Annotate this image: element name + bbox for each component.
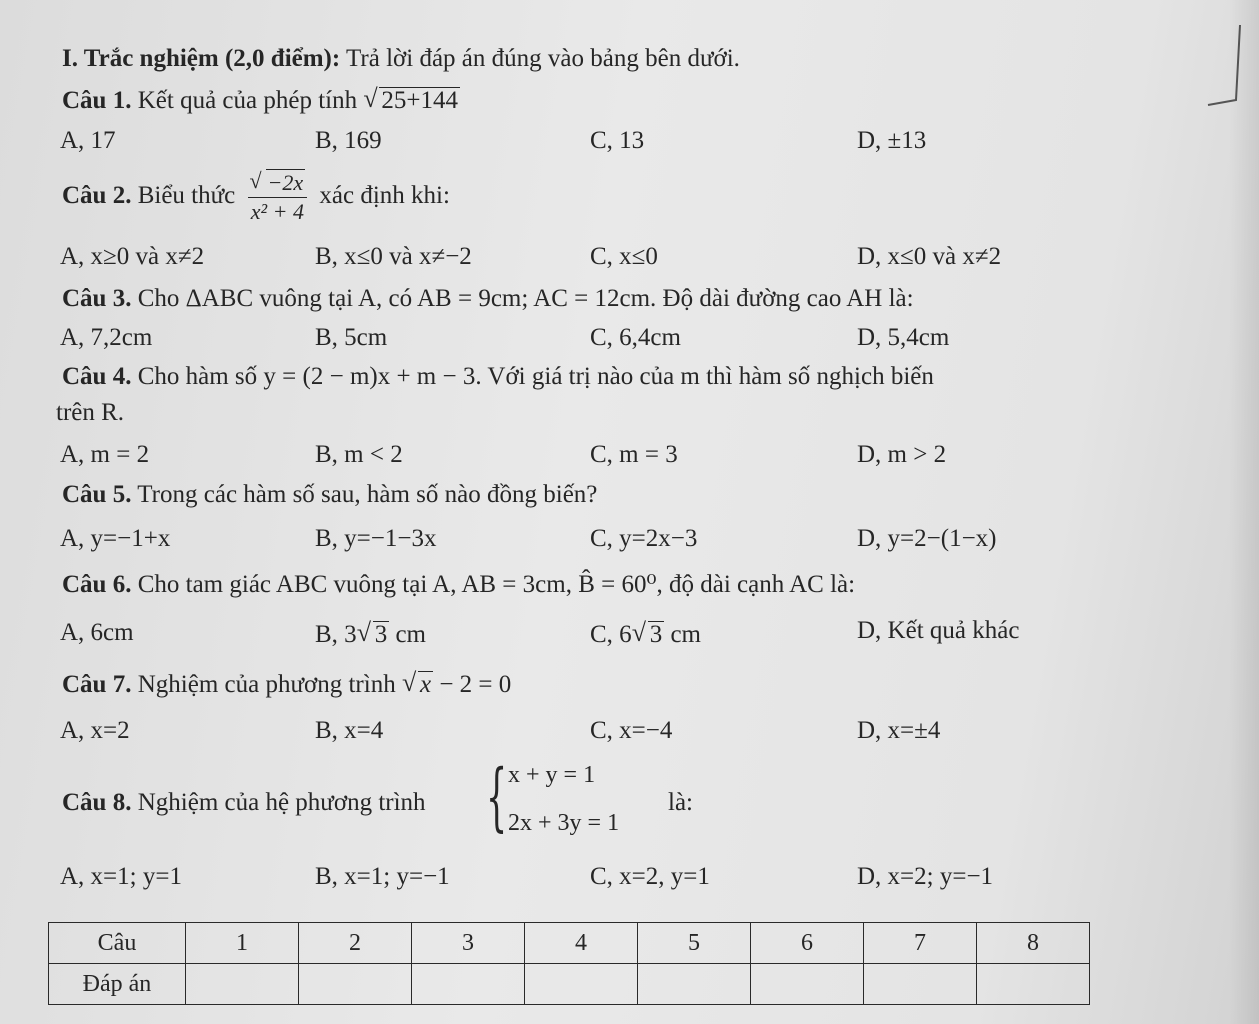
q6-option-a: A, 6cm [60, 619, 134, 646]
section-instruction: Trả lời đáp án đúng vào bảng bên dưới. [346, 45, 740, 72]
q4-option-d: D, m > 2 [857, 441, 947, 468]
section-title: I. Trắc nghiệm (2,0 điểm): [62, 45, 341, 72]
question-text: Nghiệm của hệ phương trình [137, 789, 426, 816]
question-label: Câu 2. [62, 182, 132, 209]
q1-option-c: C, 13 [590, 127, 645, 154]
q3-option-c: C, 6,4cm [590, 324, 681, 351]
q1-option-d: D, ±13 [857, 127, 927, 154]
q3-option-a: A, 7,2cm [60, 324, 153, 351]
page-edge-shadow [1229, 0, 1259, 1024]
q1-option-a: A, 17 [60, 127, 116, 154]
question-4-continued: trên R. [56, 399, 125, 426]
question-text: Kết quả của phép tính [137, 87, 358, 114]
q6-option-b: B, 3 √ 3 cm [315, 618, 426, 648]
q5-option-d: D, y=2−(1−x) [857, 525, 997, 552]
question-text: Cho tam giác ABC vuông tại A, AB = 3cm, B̂ = 60⁰, độ dài cạnh AC là: [137, 571, 856, 598]
question-1 [62, 86, 460, 116]
column-header: 5 [638, 923, 751, 964]
question-2 [62, 166, 450, 226]
q2-option-a: A, x≥0 và x≠2 [60, 243, 205, 270]
question-label: Câu 8. [62, 789, 132, 816]
system-brace: { [486, 754, 508, 840]
q4-option-c: C, m = 3 [590, 441, 678, 468]
column-header: 4 [525, 923, 638, 964]
answer-cell[interactable] [525, 964, 638, 1005]
q6-option-d: D, Kết quả khác [857, 617, 1020, 644]
column-header: 1 [186, 923, 299, 964]
q3-option-b: B, 5cm [315, 324, 388, 351]
question-label: Câu 4. [62, 363, 132, 390]
answer-cell[interactable] [751, 964, 864, 1005]
q7-option-c: C, x=−4 [590, 717, 673, 744]
answer-cell[interactable] [638, 964, 751, 1005]
q3-option-d: D, 5,4cm [857, 324, 950, 351]
row-header-cau: Câu [49, 923, 186, 964]
question-4 [62, 362, 934, 392]
q2-option-c: C, x≤0 [590, 243, 658, 270]
table-row-answers [49, 964, 1090, 1005]
q1-option-b: B, 169 [315, 127, 382, 154]
table-row-questions [49, 923, 1090, 964]
column-header: 2 [299, 923, 412, 964]
q8-option-a: A, x=1; y=1 [60, 863, 182, 890]
q8-option-d: D, x=2; y=−1 [857, 863, 994, 890]
question-text: Biểu thức [137, 182, 236, 209]
q2-option-b: B, x≤0 và x≠−2 [315, 243, 472, 270]
fraction: √ −2x x² + 4 [248, 169, 308, 226]
answer-cell[interactable] [977, 964, 1090, 1005]
question-text: Trong các hàm số sau, hàm số nào đồng biến? [137, 481, 598, 508]
column-header: 8 [977, 923, 1090, 964]
question-text: Cho hàm số y = (2 − m)x + m − 3. Với giá trị nào của m thì hàm số nghịch biến [137, 363, 934, 390]
question-text: Nghiệm của phương trình [137, 671, 396, 698]
q7-option-a: A, x=2 [60, 717, 130, 744]
question-label: Câu 3. [62, 285, 132, 312]
q2-option-d: D, x≤0 và x≠2 [857, 243, 1002, 270]
q8-option-c: C, x=2, y=1 [590, 863, 710, 890]
q4-option-a: A, m = 2 [60, 441, 150, 468]
question-tail: xác định khi: [319, 182, 450, 209]
answer-table [48, 922, 1090, 1005]
question-8 [62, 788, 426, 818]
answer-cell[interactable] [299, 964, 412, 1005]
question-text: Cho ΔABC vuông tại A, có AB = 9cm; AC = 12cm. Độ dài đường cao AH là: [137, 285, 914, 312]
q5-option-a: A, y=−1+x [60, 525, 171, 552]
question-3 [62, 284, 914, 314]
answer-cell[interactable] [412, 964, 525, 1005]
q8-option-b: B, x=1; y=−1 [315, 863, 450, 890]
column-header: 3 [412, 923, 525, 964]
question-label: Câu 1. [62, 87, 132, 114]
q4-option-b: B, m < 2 [315, 441, 403, 468]
question-tail: là: [668, 789, 693, 816]
question-7 [62, 670, 511, 700]
column-header: 7 [864, 923, 977, 964]
system-equation-2: 2x + 3y = 1 [508, 810, 620, 836]
question-label: Câu 7. [62, 671, 132, 698]
q5-option-b: B, y=−1−3x [315, 525, 437, 552]
sqrt-expression: √ 25+144 [363, 84, 458, 114]
q6-option-c: C, 6 √ 3 cm [590, 618, 701, 648]
question-6 [62, 570, 855, 600]
question-label: Câu 6. [62, 571, 132, 598]
row-header-dap-an: Đáp án [49, 964, 186, 1005]
section-header [62, 44, 740, 74]
column-header: 6 [751, 923, 864, 964]
question-label: Câu 5. [62, 481, 132, 508]
question-tail: − 2 = 0 [439, 671, 512, 698]
system-equation-1: x + y = 1 [508, 762, 596, 788]
q7-option-b: B, x=4 [315, 717, 384, 744]
answer-cell[interactable] [186, 964, 299, 1005]
q5-option-c: C, y=2x−3 [590, 525, 698, 552]
question-5 [62, 480, 597, 510]
answer-cell[interactable] [864, 964, 977, 1005]
sqrt-expression: √ x [401, 668, 432, 698]
q7-option-d: D, x=±4 [857, 717, 941, 744]
